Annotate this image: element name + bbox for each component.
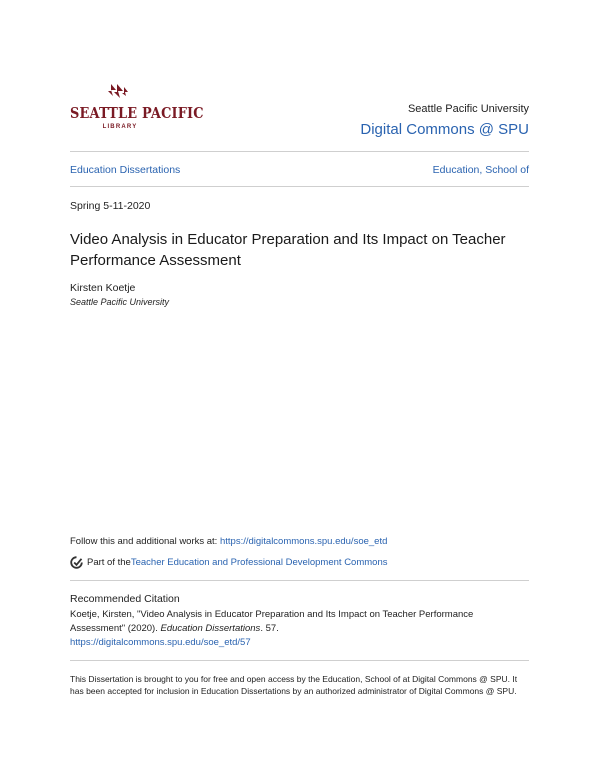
logo-subtitle: LIBRARY <box>102 124 138 130</box>
citation-series: Education Dissertations <box>160 623 261 634</box>
open-access-icon <box>70 556 83 569</box>
flame-logo-icon <box>87 82 153 104</box>
logo-name: SEATTLE PACIFIC <box>70 104 204 122</box>
publication-date: Spring 5-11-2020 <box>70 200 151 212</box>
divider <box>70 151 529 152</box>
repository-institution: Seattle Pacific University <box>407 103 529 115</box>
author-name: Kirsten Koetje <box>70 282 136 294</box>
follow-prefix: Follow this and additional works at: <box>70 536 220 547</box>
citation-heading: Recommended Citation <box>70 593 180 605</box>
citation-text <box>70 608 530 650</box>
citation-url-link[interactable]: https://digitalcommons.spu.edu/soe_etd/57 <box>70 637 251 648</box>
commons-link[interactable]: Teacher Education and Professional Development Commons <box>130 557 388 568</box>
collection-url-link[interactable]: https://digitalcommons.spu.edu/soe_etd <box>219 536 388 547</box>
divider <box>70 580 529 581</box>
department-link[interactable]: Education, School of <box>432 164 529 176</box>
divider <box>70 660 529 661</box>
document-title: Video Analysis in Educator Preparation and Its Impact on Teacher Performance Assessment <box>70 231 506 269</box>
seattle-pacific-library-logo <box>70 82 204 137</box>
citation-body: Koetje, Kirsten, "Video Analysis in Educator Preparation and Its Impact on Teacher Performance Assessment" (2020). <box>70 609 474 634</box>
citation-number: . 57. <box>260 623 279 634</box>
repository-link[interactable]: Digital Commons @ SPU <box>360 121 529 138</box>
follow-line <box>70 536 387 547</box>
access-notice: This Dissertation is brought to you for free and open access by the Education, School of at Digital Commons @ SPU. It has been accepted for inclusion in Education Dissertations by an authorized administrator of Digital Commons @ SPU. <box>70 674 518 696</box>
part-of-prefix: Part of the <box>87 557 131 568</box>
collection-link[interactable]: Education Dissertations <box>70 164 181 176</box>
divider <box>70 186 529 187</box>
part-of-line <box>70 556 387 569</box>
author-affiliation: Seattle Pacific University <box>70 297 170 307</box>
